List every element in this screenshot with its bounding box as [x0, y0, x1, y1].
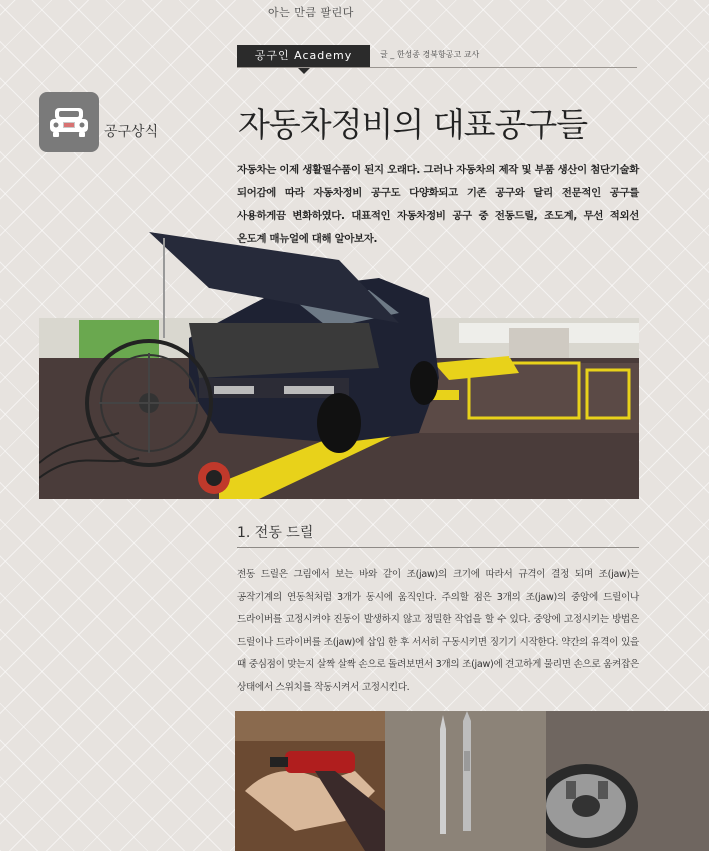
photo-drill-bits [385, 711, 546, 851]
car-icon [47, 102, 91, 142]
article-title: 자동차정비의 대표공구들 [238, 105, 588, 144]
byline: 글 _ 한성종 경북항공고 교사 [380, 50, 480, 59]
section-body: 전동 드릴은 그림에서 보는 바와 같이 조(jaw)의 크기에 따라서 규격이 결정 되며 조(jaw)는 공작기계의 연동척처럼 3개가 동시에 움직인다. 주의할 점은 3개의 조(jaw)의 중앙에 드릴이나 드라이버를 고정시켜야 진동이 발생하지 않고 정밀한 작업을 할 수 있다. 중앙에 고정시키는 방법은 드릴이나 드라이버를 조(jaw)에 삽입 한 후 서서히 구동시키면 징기기 시작한다. 약간의 유격이 있을 때 중심점이 맞는지 살짝 살짝 손으로 돌려보면서 3개의 조(jaw)에 견고하게 물리면 손으로 움켜잡은 상태에서 스위치를 작동시켜서 고정시킨다. [237, 569, 639, 693]
academy-tag: 공구인 Academy [237, 45, 370, 67]
kicker-text: 아는 만큼 팔린다 [268, 6, 354, 19]
photo-chuck-jaws [546, 711, 709, 851]
header-divider [237, 67, 637, 68]
photo-drill-in-hands [235, 711, 385, 851]
hero-photo-car-workshop [39, 228, 639, 499]
article-intro: 자동차는 이제 생활필수품이 된지 오래다. 그러나 자동차의 제작 및 부품 생산이 첨단기술화 되어감에 따라 자동차정비 공구도 다양화되고 기존 공구와 달리 전문적인 공구를 사용하게끔 변화하였다. 대표적인 자동차정비 공구 중 전동드릴, 조도계, 무선 적외선 온도계 매뉴얼에 대해 알아보자. [237, 164, 639, 245]
section-title: 1. 전동 드릴 [237, 525, 314, 541]
category-badge [39, 92, 99, 152]
section-divider [237, 547, 639, 548]
category-label: 공구상식 [104, 124, 159, 140]
